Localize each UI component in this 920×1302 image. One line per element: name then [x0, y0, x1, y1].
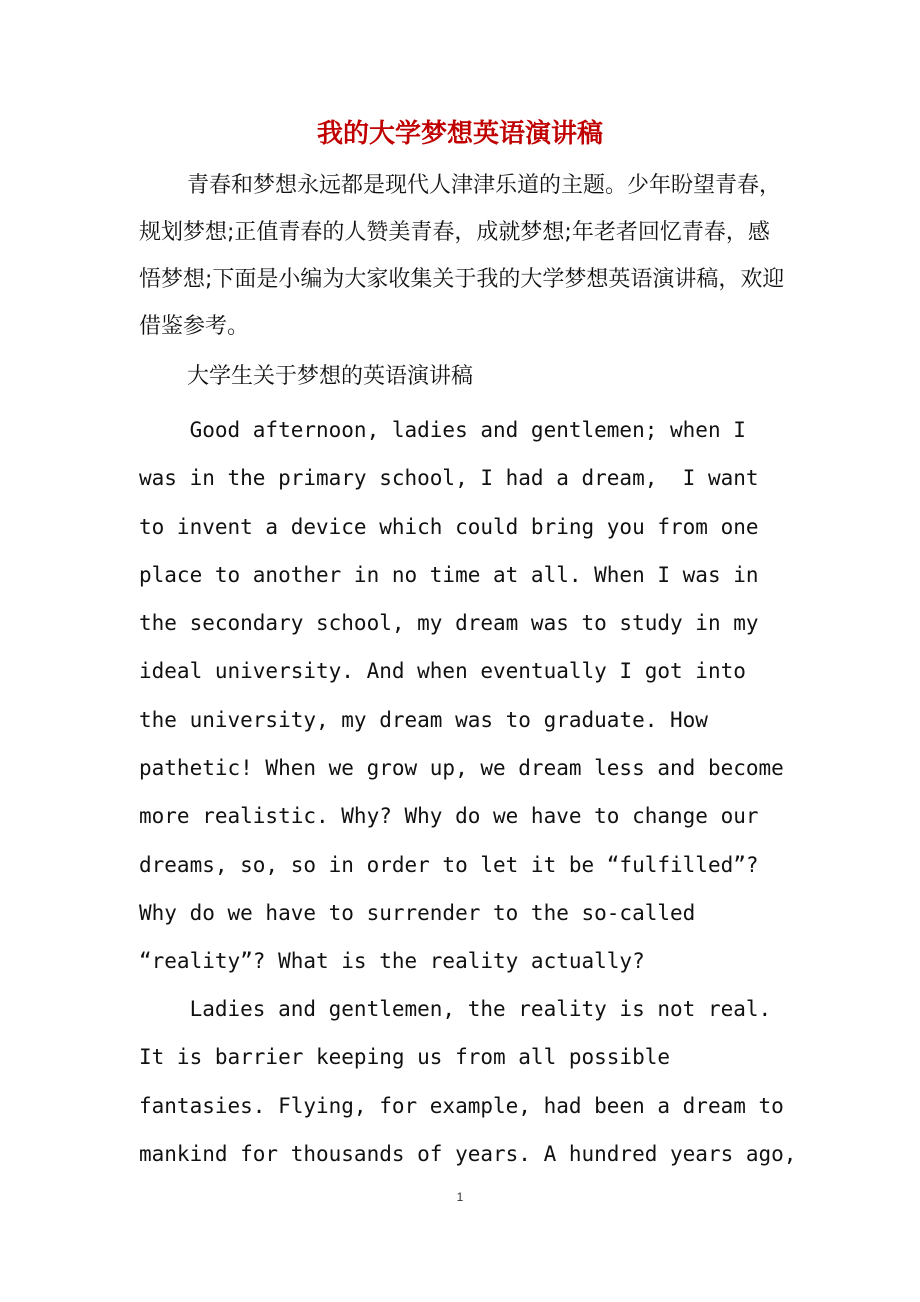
text-line: ideal university. And when eventually I got into: [139, 659, 746, 684]
text-line: dreams, so, so in order to let it be “fulfilled”?: [139, 852, 759, 877]
text-line: more realistic. Why? Why do we have to change our: [139, 804, 759, 829]
text-line: the university, my dream was to graduate. How: [139, 707, 708, 732]
text-line: Ladies and gentlemen, the reality is not real.: [139, 997, 772, 1021]
text-line: Good afternoon, ladies and gentlemen; when I: [139, 418, 746, 442]
text-line: fantasies. Flying, for example, had been a dream to: [139, 1093, 784, 1118]
english-paragraph-1: [139, 406, 799, 986]
section-subheading: 大学生关于梦想的英语演讲稿: [187, 364, 474, 389]
text-line: place to another in no time at all. When I was in: [139, 562, 759, 587]
intro-paragraph: 青春和梦想永远都是现代人津津乐道的主题。少年盼望青春，规划梦想;正值青春的人赞美青春，成就梦想;年老者回忆青春，感悟梦想;下面是小编为大家收集关于我的大学梦想英语演讲稿，欢迎借鉴参考。: [139, 173, 785, 339]
text-line: It is barrier keeping us from all possible: [139, 1045, 671, 1070]
page-number: 1: [456, 1190, 464, 1204]
document-title: 我的大学梦想英语演讲稿: [316, 119, 603, 149]
english-paragraph-2: [139, 985, 799, 1178]
text-line: the secondary school, my dream was to study in my: [139, 611, 759, 636]
text-line: Why do we have to surrender to the so-called: [139, 900, 696, 925]
text-line: pathetic! When we grow up, we dream less and become: [139, 756, 784, 781]
text-line: to invent a device which could bring you from one: [139, 514, 759, 539]
text-line: was in the primary school, I had a dream, I want: [139, 466, 759, 491]
text-line: mankind for thousands of years. A hundred years ago,: [139, 1141, 797, 1166]
text-line: “reality”? What is the reality actually?: [139, 949, 645, 974]
